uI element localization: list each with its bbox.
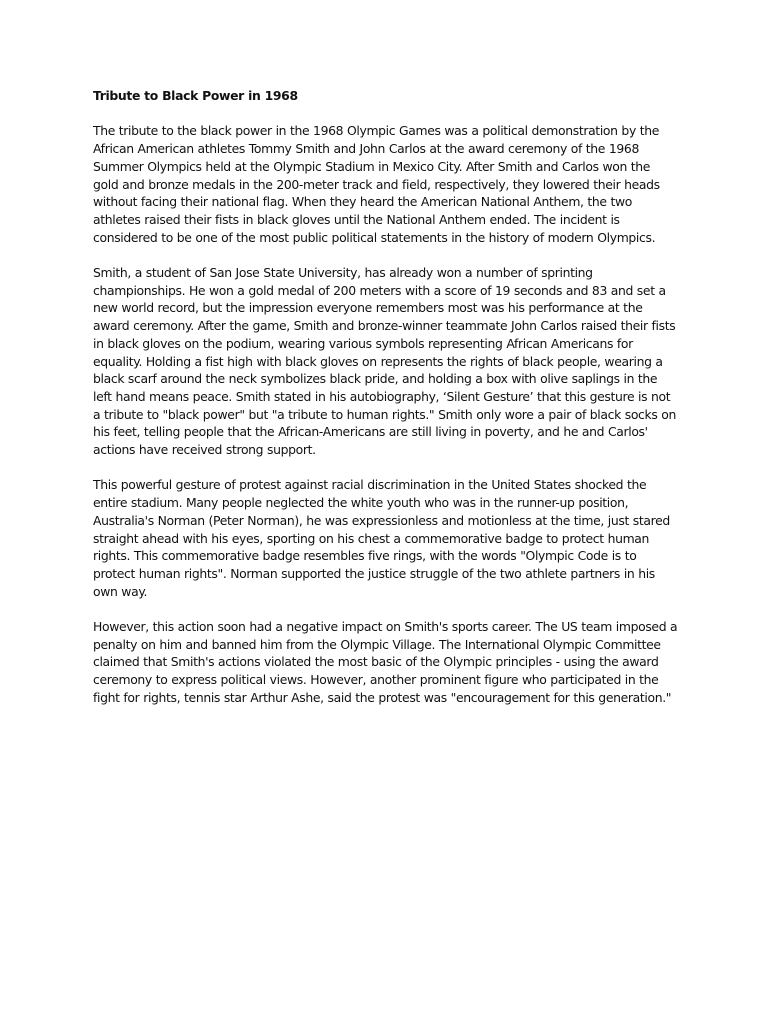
paragraph-4: However, this action soon had a negative impact on Smith's sports career. The US team imposed a penalty on him and banned him from the Olympic Village. The International Olympic Committee claimed that Smith's actions violated the most basic of the Olympic principles - using the award ceremony to express political views. However, another prominent figure who participated in the fight for rights, tennis star Arthur Ashe, said the protest was "encouragement for this generation." — [93, 619, 678, 705]
paragraph-1: The tribute to the black power in the 1968 Olympic Games was a political demonstration by the African American athletes Tommy Smith and John Carlos at the award ceremony of the 1968 Summer Olympics held at the Olympic Stadium in Mexico City. After Smith and Carlos won the gold and bronze medals in the 200-meter track and field, respectively, they lowered their heads without facing their national flag. When they heard the American National Anthem, the two athletes raised their fists in black gloves until the National Anthem ended. The incident is considered to be one of the most public political statements in the history of modern Olympics. — [93, 123, 660, 245]
document-body — [93, 87, 678, 724]
document-title: Tribute to Black Power in 1968 — [93, 88, 298, 103]
paragraph-3: This powerful gesture of protest against racial discrimination in the United States shocked the entire stadium. Many people neglected the white youth who was in the runner-up position, Australia's Norman (Peter Norman), he was expressionless and motionless at the time, just stared straight ahead with his eyes, sporting on his chest a commemorative badge to protect human rights. This commemorative badge resembles five rings, with the words "Olympic Code is to protect human rights". Norman supported the justice struggle of the two athlete partners in his own way. — [93, 477, 670, 599]
paragraph-2: Smith, a student of San Jose State University, has already won a number of sprinting championships. He won a gold medal of 200 meters with a score of 19 seconds and 83 and set a new world record, but the impression everyone remembers most was his performance at the award ceremony. After the game, Smith and bronze-winner teammate John Carlos raised their fists in black gloves on the podium, wearing various symbols representing African Americans for equality. Holding a fist high with black gloves on represents the rights of black people, wearing a black scarf around the neck symbolizes black pride, and holding a box with olive saplings in the left hand means peace. Smith stated in his autobiography, ‘Silent Gesture’ that this gesture is not a tribute to "black power" but "a tribute to human rights." Smith only wore a pair of black socks on his feet, telling people that the African-Americans are still living in poverty, and he and Carlos' actions have received strong support. — [93, 265, 676, 458]
